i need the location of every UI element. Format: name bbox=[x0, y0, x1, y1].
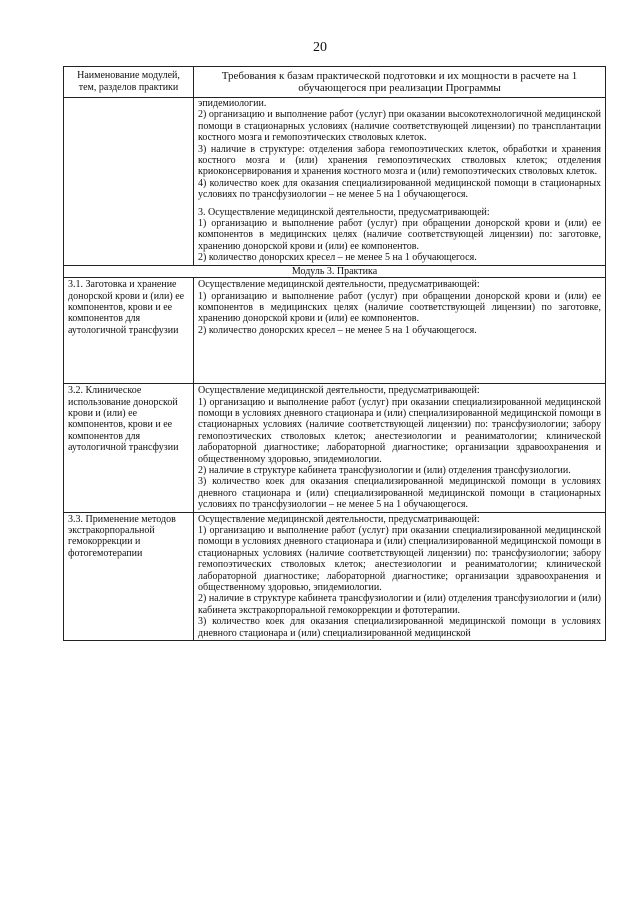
req-line: Осуществление медицинской деятельности, предусматривающей: bbox=[198, 385, 480, 397]
module-title-row bbox=[64, 265, 606, 277]
table-row bbox=[64, 278, 606, 384]
header-modules: Наименование модулей, тем, разделов практики bbox=[64, 67, 194, 98]
continuation-row bbox=[64, 98, 606, 266]
page-number: 20 bbox=[313, 40, 327, 55]
table-header-row bbox=[64, 67, 606, 98]
req-line: 2) организацию и выполнение работ (услуг) при оказании высокотехнологичной медицинской помощи в стационарных условиях (наличие соответствующей лицензии) по трансплантации костного мозга и гемопоэтических стволовых клеток. bbox=[198, 109, 601, 144]
requirements-cell bbox=[194, 384, 606, 512]
req-line: 3) количество коек для оказания специализированной медицинской помощи в условиях дневного стационара и (или) специализированной медицинской bbox=[198, 616, 601, 639]
req-line: 3) наличие в структуре: отделения забора гемопоэтических клеток, обработки и хранения костного мозга и (или) хранения гемопоэтических стволовых клеток; отделения криоконсервирования и хранения костного мозга и (или) гемопоэтических стволовых клеток. bbox=[198, 143, 601, 178]
req-line: 2) наличие в структуре кабинета трансфузиологии и (или) отделения трансфузиологии и (или) кабинета экстракорпоральной гемокоррекции и фототерапии. bbox=[198, 593, 601, 616]
req-line: 2) наличие в структуре кабинета трансфузиологии и (или) отделения трансфузиологии. bbox=[198, 464, 571, 476]
req-line: эпидемиологии. bbox=[198, 98, 267, 109]
req-line: Осуществление медицинской деятельности, предусматривающей: bbox=[198, 513, 480, 525]
req-line: Осуществление медицинской деятельности, предусматривающей: bbox=[198, 279, 480, 291]
topic-text: 3.1. Заготовка и хранение донорской крови и (или) ее компонентов, крови и ее компонентов для аутологичной трансфузии bbox=[68, 279, 185, 336]
topic-text: 3.3. Применение методов экстракорпоральной гемокоррекции и фотогемотерапии bbox=[68, 513, 176, 559]
topic-text: 3.2. Клиническое использование донорской крови и (или) ее компонентов, крови и ее компонентов для аутологичной трансфузии bbox=[68, 385, 179, 454]
table-row bbox=[64, 512, 606, 640]
req-line: 2) количество донорских кресел – не менее 5 на 1 обучающегося. bbox=[198, 324, 477, 336]
header-requirements: Требования к базам практической подготовки и их мощности в расчете на 1 обучающегося при реализации Программы bbox=[194, 67, 606, 98]
requirements-table bbox=[63, 66, 606, 641]
req-line: 3. Осуществление медицинской деятельности, предусматривающей: bbox=[198, 206, 490, 218]
topic-cell bbox=[64, 278, 194, 384]
req-line: 1) организацию и выполнение работ (услуг) при оказании специализированной медицинской помощи в условиях дневного стационара и (или) специализированной медицинской помощи в стационарных условиях (наличие соответствующей лицензии) по: трансфузиологии; забору гемопоэтических стволовых клеток; анестезиологии и реаниматологии; клинической лабораторной диагностике; лабораторной диагностике; организации здравоохранения и общественному здоровью, эпидемиологии. bbox=[198, 524, 601, 593]
topic-cell bbox=[64, 384, 194, 512]
requirements-cell bbox=[194, 278, 606, 384]
table-row bbox=[64, 384, 606, 512]
topic-cell bbox=[64, 512, 194, 640]
req-line: 1) организацию и выполнение работ (услуг) при обращении донорской крови и (или) ее компонентов в медицинских целях (наличие соответствующей лицензии) по: заготовке, хранению донорской крови и (или) ее компонентов. bbox=[198, 218, 601, 252]
req-line: 2) количество донорских кресел – не менее 5 на 1 обучающегося. bbox=[198, 252, 477, 264]
req-line: 1) организацию и выполнение работ (услуг) при обращении донорской крови и (или) ее компонентов в медицинских целях (наличие соответствующей лицензии) по заготовке, хранению донорской крови и (или) ее компонентов. bbox=[198, 290, 601, 325]
req-line: 3) количество коек для оказания специализированной медицинской помощи в условиях дневного стационара и (или) специализированной медицинской помощи в стационарных условиях по трансфузиологии – не менее 5 на 1 обучающегося. bbox=[198, 476, 601, 511]
module-title: Модуль 3. Практика bbox=[64, 265, 606, 277]
req-line: 4) количество коек для оказания специализированной медицинской помощи в стационарных условиях по трансфузиологии – не менее 5 на 1 обучающегося. bbox=[198, 177, 601, 201]
continuation-requirements-cell bbox=[194, 98, 606, 266]
requirements-cell bbox=[194, 512, 606, 640]
req-line: 1) организацию и выполнение работ (услуг) при оказании специализированной медицинской помощи в условиях дневного стационара и (или) специализированной медицинской помощи в стационарных условиях (наличие соответствующей лицензии) по: трансфузиологии; забору гемопоэтических стволовых клеток; анестезиологии и реаниматологии; клинической лабораторной диагностике; лабораторной диагностике; организации здравоохранения и общественному здоровью, эпидемиологии. bbox=[198, 396, 601, 465]
continuation-topic-cell bbox=[64, 98, 194, 266]
